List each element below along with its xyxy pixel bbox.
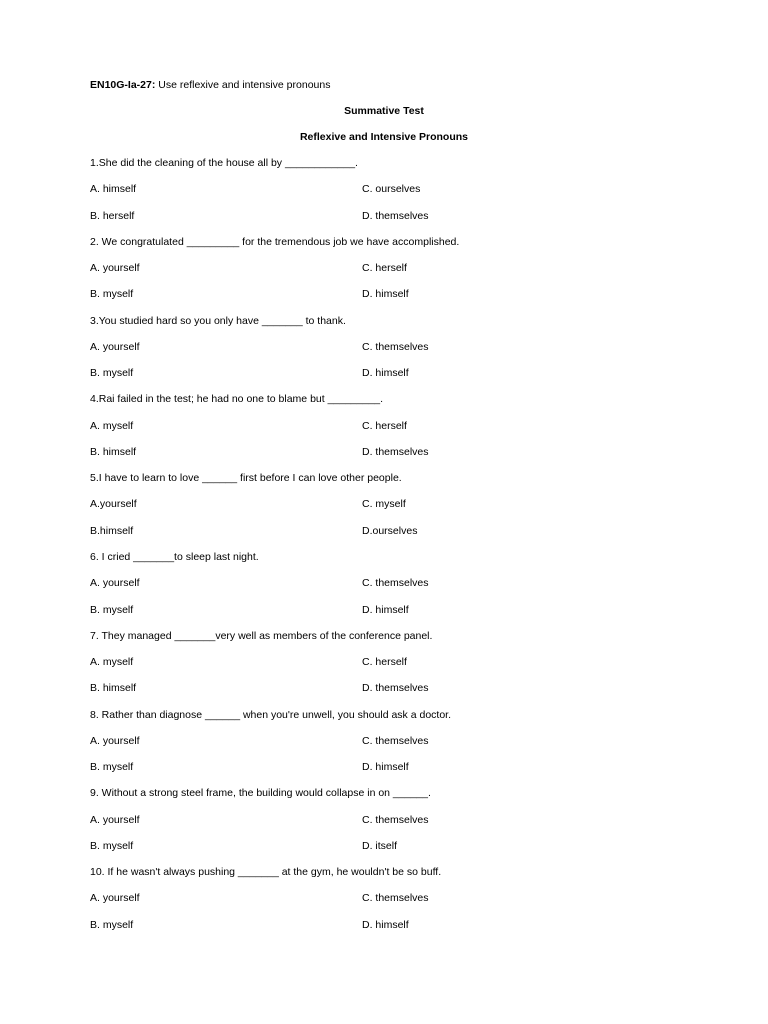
question-9 (90, 787, 730, 866)
option-b: B.himself (90, 524, 134, 537)
option-a: A. yourself (90, 892, 140, 905)
question-text: 7. They managed _______very well as members of the conference panel. (90, 629, 433, 642)
option-c: C. themselves (362, 340, 429, 353)
question-text: 10. If he wasn't always pushing _______ at the gym, he wouldn't be so buff. (90, 866, 442, 879)
option-b: B. myself (90, 839, 134, 852)
option-b: B. myself (90, 603, 134, 616)
question-3 (90, 315, 730, 394)
option-c: C. herself (362, 656, 407, 669)
option-a: A.yourself (90, 498, 137, 511)
question-text: 4.Rai failed in the test; he had no one to blame but _________. (90, 393, 384, 406)
option-b: B. myself (90, 367, 134, 380)
question-4 (90, 393, 730, 472)
question-2 (90, 236, 730, 315)
question-6 (90, 551, 730, 630)
option-c: C. herself (362, 262, 407, 275)
question-1 (90, 157, 730, 236)
option-c: C. themselves (362, 813, 429, 826)
option-c: C. ourselves (362, 183, 421, 196)
option-c: C. themselves (362, 734, 429, 747)
option-b: B. herself (90, 209, 135, 222)
competency-line (90, 79, 330, 91)
option-d: D. themselves (362, 445, 429, 458)
question-10 (90, 866, 730, 945)
option-b: B. myself (90, 288, 134, 301)
option-b: B. myself (90, 761, 134, 774)
option-b: B. himself (90, 445, 137, 458)
option-c: C. themselves (362, 577, 429, 590)
option-d: D. himself (362, 603, 409, 616)
option-a: A. yourself (90, 262, 140, 275)
option-d: D. himself (362, 761, 409, 774)
option-a: A. yourself (90, 813, 140, 826)
option-a: A. myself (90, 656, 134, 669)
option-b: B. myself (90, 918, 134, 931)
option-c: C. herself (362, 419, 407, 432)
option-d: D. himself (362, 288, 409, 301)
question-text: 8. Rather than diagnose ______ when you're unwell, you should ask a doctor. (90, 708, 451, 721)
question-text: 3.You studied hard so you only have _______ to thank. (90, 314, 346, 327)
option-b: B. himself (90, 682, 137, 695)
option-d: D. itself (362, 839, 398, 852)
option-a: A. myself (90, 419, 134, 432)
question-list (90, 157, 730, 945)
option-d: D. themselves (362, 682, 429, 695)
question-text: 1.She did the cleaning of the house all by ____________. (90, 157, 358, 169)
question-7 (90, 630, 730, 709)
test-title: Summative Test (344, 105, 424, 117)
option-a: A. yourself (90, 577, 140, 590)
question-text: 6. I cried _______to sleep last night. (90, 550, 259, 563)
question-8 (90, 709, 730, 788)
question-5 (90, 472, 730, 551)
question-text: 2. We congratulated _________ for the tremendous job we have accomplished. (90, 235, 460, 248)
option-a: A. yourself (90, 340, 140, 353)
option-c: C. myself (362, 498, 406, 511)
option-d: D. themselves (362, 209, 429, 222)
option-d: D. himself (362, 367, 409, 380)
test-subtitle: Reflexive and Intensive Pronouns (299, 131, 469, 143)
option-a: A. yourself (90, 734, 140, 747)
question-text: 9. Without a strong steel frame, the building would collapse in on ______. (90, 787, 431, 800)
competency-objective: Use reflexive and intensive pronouns (155, 79, 331, 91)
question-text: 5.I have to learn to love ______ first before I can love other people. (90, 472, 402, 485)
competency-code: EN10G-Ia-27: (90, 79, 156, 91)
option-a: A. himself (90, 183, 137, 196)
option-d: D. himself (362, 918, 409, 931)
option-c: C. themselves (362, 892, 429, 905)
option-d: D.ourselves (362, 524, 418, 537)
